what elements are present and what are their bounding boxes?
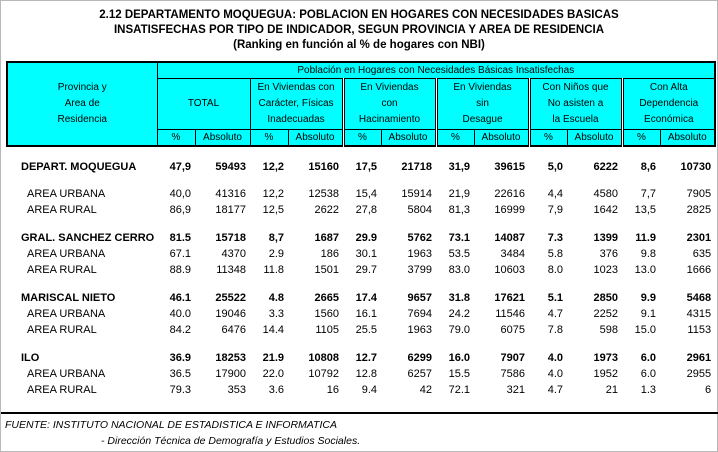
value-percent: 27,8 — [355, 204, 377, 216]
value-percent: 15,4 — [355, 188, 377, 200]
value-percent: 5.8 — [547, 248, 563, 260]
subcol-header-percent: % — [157, 130, 195, 147]
value-percent: 12,5 — [262, 204, 284, 216]
value-absoluto: 1501 — [314, 264, 339, 276]
value-absoluto: 1399 — [593, 232, 618, 244]
value-absoluto: 1687 — [314, 232, 339, 244]
value-absoluto: 2622 — [314, 204, 339, 216]
subcol-header-percent: % — [622, 130, 660, 147]
group-header-line: Económica — [644, 114, 694, 125]
group-header-line: Con Niños que — [542, 82, 609, 93]
value-percent: 9.9 — [640, 292, 656, 304]
value-absoluto: 10603 — [494, 264, 525, 276]
value-absoluto: 1023 — [593, 264, 618, 276]
source-subline: - Dirección Técnica de Demografía y Estudios Sociales. — [101, 435, 361, 447]
value-percent: 72.1 — [448, 384, 470, 396]
value-absoluto: 21718 — [401, 161, 432, 173]
value-absoluto: 5762 — [407, 232, 432, 244]
subcol-header-absoluto: Absoluto — [567, 130, 622, 147]
group-header-line: Carácter, Físicas — [258, 98, 334, 109]
group-header — [436, 79, 529, 130]
group-header-line: TOTAL — [187, 98, 220, 109]
value-absoluto: 6 — [704, 384, 712, 396]
value-percent: 11.9 — [635, 232, 656, 244]
value-percent: 81,3 — [448, 204, 470, 216]
row-label: AREA URBANA — [27, 308, 106, 320]
value-absoluto: 1105 — [315, 324, 339, 336]
source-line: FUENTE: INSTITUTO NACIONAL DE ESTADISTICA E INFORMATICA — [5, 419, 337, 431]
value-percent: 8.0 — [547, 264, 563, 276]
value-percent: 36.5 — [169, 368, 191, 380]
value-percent: 12,2 — [262, 188, 284, 200]
table-row — [7, 278, 715, 306]
value-absoluto: 353 — [227, 384, 246, 396]
value-absoluto: 2955 — [686, 368, 712, 380]
value-absoluto: 9657 — [407, 292, 432, 304]
group-header — [157, 79, 250, 130]
table-row — [7, 306, 715, 322]
group-header-line: No asisten a — [547, 98, 604, 109]
value-absoluto: 186 — [320, 248, 339, 260]
row-label: AREA RURAL — [27, 324, 97, 336]
row-label: DEPART. MOQUEGUA — [21, 161, 137, 173]
value-percent: 83.0 — [448, 264, 470, 276]
value-absoluto: 41316 — [215, 188, 246, 200]
value-percent: 3.3 — [268, 308, 284, 320]
value-percent: 88.9 — [169, 264, 191, 276]
report-title — [1, 1, 717, 53]
subcol-header-absoluto: Absoluto — [381, 130, 436, 147]
value-percent: 15.5 — [448, 368, 470, 380]
group-header-line: Dependencia — [639, 98, 699, 109]
value-absoluto: 12538 — [308, 188, 339, 200]
value-absoluto: 14087 — [494, 232, 525, 244]
value-percent: 13.0 — [634, 264, 656, 276]
table-row — [7, 218, 715, 246]
value-absoluto: 6257 — [407, 368, 432, 380]
group-header-line: sin — [476, 98, 489, 109]
value-percent: 17.4 — [355, 292, 377, 304]
table-row — [7, 202, 715, 218]
row-label: AREA RURAL — [27, 204, 97, 216]
value-absoluto: 2850 — [593, 292, 618, 304]
value-absoluto: 18177 — [215, 204, 246, 216]
value-percent: 36.9 — [169, 352, 191, 364]
group-header-line: con — [381, 98, 398, 109]
table-row — [7, 382, 715, 398]
value-percent: 4,4 — [547, 188, 563, 200]
value-absoluto: 17900 — [215, 368, 246, 380]
source-footer — [1, 414, 717, 449]
value-percent: 5.1 — [547, 292, 563, 304]
value-percent: 9.4 — [361, 384, 377, 396]
value-absoluto: 6075 — [500, 324, 525, 336]
value-percent: 79.0 — [448, 324, 470, 336]
value-percent: 3.6 — [268, 384, 284, 396]
value-percent: 9.1 — [640, 308, 656, 320]
row-header-line: Residencia — [57, 114, 107, 125]
value-absoluto: 16999 — [494, 204, 525, 216]
value-absoluto: 2665 — [314, 292, 339, 304]
value-absoluto: 1973 — [593, 352, 618, 364]
value-percent: 29.9 — [355, 232, 377, 244]
value-percent: 7,7 — [640, 188, 656, 200]
value-absoluto: 15914 — [401, 188, 432, 200]
value-percent: 31,9 — [448, 161, 470, 173]
subcol-header-percent: % — [436, 130, 474, 147]
value-absoluto: 1952 — [593, 368, 618, 380]
value-absoluto: 59493 — [215, 161, 246, 173]
value-absoluto: 635 — [692, 248, 712, 260]
group-header-line: Desague — [462, 114, 503, 125]
value-percent: 4.0 — [547, 368, 563, 380]
value-absoluto: 4315 — [686, 308, 712, 320]
group-header-line: Inadecuadas — [267, 114, 325, 125]
value-percent: 21.9 — [262, 352, 284, 364]
value-percent: 29.7 — [355, 264, 377, 276]
value-absoluto: 10730 — [680, 161, 712, 173]
value-absoluto: 3484 — [500, 248, 525, 260]
value-absoluto: 7907 — [500, 352, 525, 364]
subcol-header-absoluto: Absoluto — [288, 130, 343, 147]
value-absoluto: 42 — [419, 384, 432, 396]
value-percent: 81.5 — [169, 232, 191, 244]
value-absoluto: 6299 — [407, 352, 432, 364]
value-absoluto: 16 — [326, 384, 339, 396]
value-percent: 46.1 — [169, 292, 191, 304]
row-label: AREA RURAL — [27, 384, 97, 396]
value-absoluto: 10808 — [308, 352, 339, 364]
value-percent: 5,0 — [547, 161, 563, 173]
value-percent: 31.8 — [448, 292, 470, 304]
group-header-line: En Viviendas con — [257, 82, 335, 93]
row-label: AREA RURAL — [27, 264, 97, 276]
group-header-line: En Viviendas — [360, 82, 419, 93]
value-percent: 86,9 — [169, 204, 191, 216]
subcol-header-absoluto: Absoluto — [474, 130, 529, 147]
value-absoluto: 15160 — [308, 161, 339, 173]
value-percent: 12,2 — [262, 161, 284, 173]
group-header-line: En Viviendas — [453, 82, 512, 93]
value-absoluto: 7905 — [686, 188, 712, 200]
subcol-header-absoluto: Absoluto — [660, 130, 715, 147]
value-absoluto: 5468 — [686, 292, 712, 304]
value-absoluto: 22616 — [494, 188, 525, 200]
row-label: MARISCAL NIETO — [21, 292, 116, 304]
value-percent: 24.2 — [448, 308, 470, 320]
row-label: ILO — [21, 352, 40, 364]
table-row — [7, 338, 715, 366]
value-absoluto: 25522 — [215, 292, 246, 304]
value-absoluto: 376 — [599, 248, 618, 260]
value-absoluto: 15718 — [215, 232, 246, 244]
value-percent: 11.8 — [263, 264, 284, 276]
value-absoluto: 1560 — [314, 308, 339, 320]
value-percent: 4.7 — [547, 308, 563, 320]
value-absoluto: 1642 — [593, 204, 618, 216]
group-header — [622, 79, 715, 130]
value-percent: 8,6 — [640, 161, 656, 173]
row-header-provincia — [7, 62, 157, 146]
table-row — [7, 186, 715, 202]
value-percent: 9.8 — [640, 248, 656, 260]
value-percent: 17,5 — [355, 161, 377, 173]
subcol-header-absoluto: Absoluto — [195, 130, 250, 147]
subcol-header-percent: % — [343, 130, 381, 147]
group-header — [343, 79, 436, 130]
value-percent: 4.0 — [547, 352, 563, 364]
value-absoluto: 2961 — [686, 352, 712, 364]
value-absoluto: 17621 — [494, 292, 525, 304]
value-percent: 13,5 — [634, 204, 656, 216]
nbi-statistics-table — [6, 61, 716, 398]
value-absoluto: 2252 — [593, 308, 618, 320]
value-percent: 67.1 — [169, 248, 191, 260]
value-percent: 7,9 — [547, 204, 563, 216]
row-label: AREA URBANA — [27, 188, 106, 200]
group-header-line: Con Alta — [649, 82, 688, 93]
value-percent: 73.1 — [448, 232, 470, 244]
row-header-line: Provincia y — [57, 82, 107, 93]
value-absoluto: 3799 — [407, 264, 432, 276]
table-row — [7, 322, 715, 338]
value-percent: 15.0 — [634, 324, 656, 336]
subcol-header-percent: % — [250, 130, 288, 147]
value-percent: 53.5 — [448, 248, 470, 260]
value-absoluto: 11348 — [216, 264, 246, 276]
value-percent: 4.7 — [547, 384, 563, 396]
group-header — [250, 79, 343, 130]
value-absoluto: 19046 — [215, 308, 246, 320]
value-absoluto: 1666 — [686, 264, 712, 276]
value-percent: 21,9 — [448, 188, 470, 200]
group-header — [529, 79, 622, 130]
value-absoluto: 7694 — [407, 308, 432, 320]
value-percent: 7.3 — [547, 232, 563, 244]
value-absoluto: 6476 — [221, 324, 246, 336]
value-percent: 40,0 — [169, 188, 191, 200]
group-header-line: Hacinamiento — [358, 114, 421, 125]
value-absoluto: 10792 — [308, 368, 339, 380]
value-percent: 16.0 — [448, 352, 470, 364]
value-percent: 8,7 — [268, 232, 284, 244]
value-percent: 2.9 — [268, 248, 284, 260]
table-row — [7, 246, 715, 262]
value-percent: 22.0 — [262, 368, 284, 380]
value-absoluto: 1153 — [687, 324, 712, 336]
value-percent: 84.2 — [169, 324, 191, 336]
row-header-line: Area de — [64, 98, 100, 109]
value-absoluto: 6222 — [593, 161, 618, 173]
span-header-poblacion-nbi: Población en Hogares con Necesidades Básicas Insatisfechas — [157, 62, 715, 79]
value-percent: 16.1 — [355, 308, 377, 320]
row-label: AREA URBANA — [27, 248, 106, 260]
value-absoluto: 18253 — [215, 352, 246, 364]
value-percent: 4.8 — [268, 292, 284, 304]
value-absoluto: 2301 — [686, 232, 712, 244]
value-percent: 12.8 — [355, 368, 377, 380]
table-row — [7, 366, 715, 382]
value-absoluto: 11546 — [495, 308, 525, 320]
title-line-1: 2.12 DEPARTAMENTO MOQUEGUA: POBLACION EN HOGARES CON NECESIDADES BASICAS — [99, 9, 619, 21]
value-percent: 47,9 — [169, 161, 191, 173]
table-header — [7, 62, 715, 146]
row-label: AREA URBANA — [27, 368, 106, 380]
row-label: GRAL. SANCHEZ CERRO — [21, 232, 155, 244]
table-row — [7, 262, 715, 278]
value-percent: 79.3 — [169, 384, 191, 396]
value-absoluto: 598 — [599, 324, 618, 336]
group-header-line: la Escuela — [552, 114, 599, 125]
value-absoluto: 21 — [605, 384, 618, 396]
value-absoluto: 4370 — [221, 248, 246, 260]
value-percent: 12.7 — [355, 352, 377, 364]
value-absoluto: 4580 — [593, 188, 618, 200]
value-percent: 40.0 — [169, 308, 191, 320]
value-absoluto: 1963 — [407, 324, 432, 336]
value-percent: 1.3 — [640, 384, 656, 396]
table-row — [7, 146, 715, 186]
value-percent: 14.4 — [262, 324, 284, 336]
title-line-3: (Ranking en función al % de hogares con NBI) — [233, 39, 485, 51]
value-percent: 25.5 — [355, 324, 377, 336]
value-absoluto: 5804 — [407, 204, 432, 216]
value-absoluto: 7586 — [500, 368, 525, 380]
value-absoluto: 321 — [506, 384, 525, 396]
subcol-header-percent: % — [529, 130, 567, 147]
value-absoluto: 2825 — [686, 204, 712, 216]
value-absoluto: 39615 — [494, 161, 525, 173]
table-body — [7, 146, 715, 398]
value-absoluto: 1963 — [407, 248, 432, 260]
value-percent: 7.8 — [547, 324, 563, 336]
value-percent: 6.0 — [640, 352, 656, 364]
title-line-2: INSATISFECHAS POR TIPO DE INDICADOR, SEGUN PROVINCIA Y AREA DE RESIDENCIA — [113, 24, 605, 36]
value-percent: 6.0 — [640, 368, 656, 380]
value-percent: 30.1 — [355, 248, 377, 260]
